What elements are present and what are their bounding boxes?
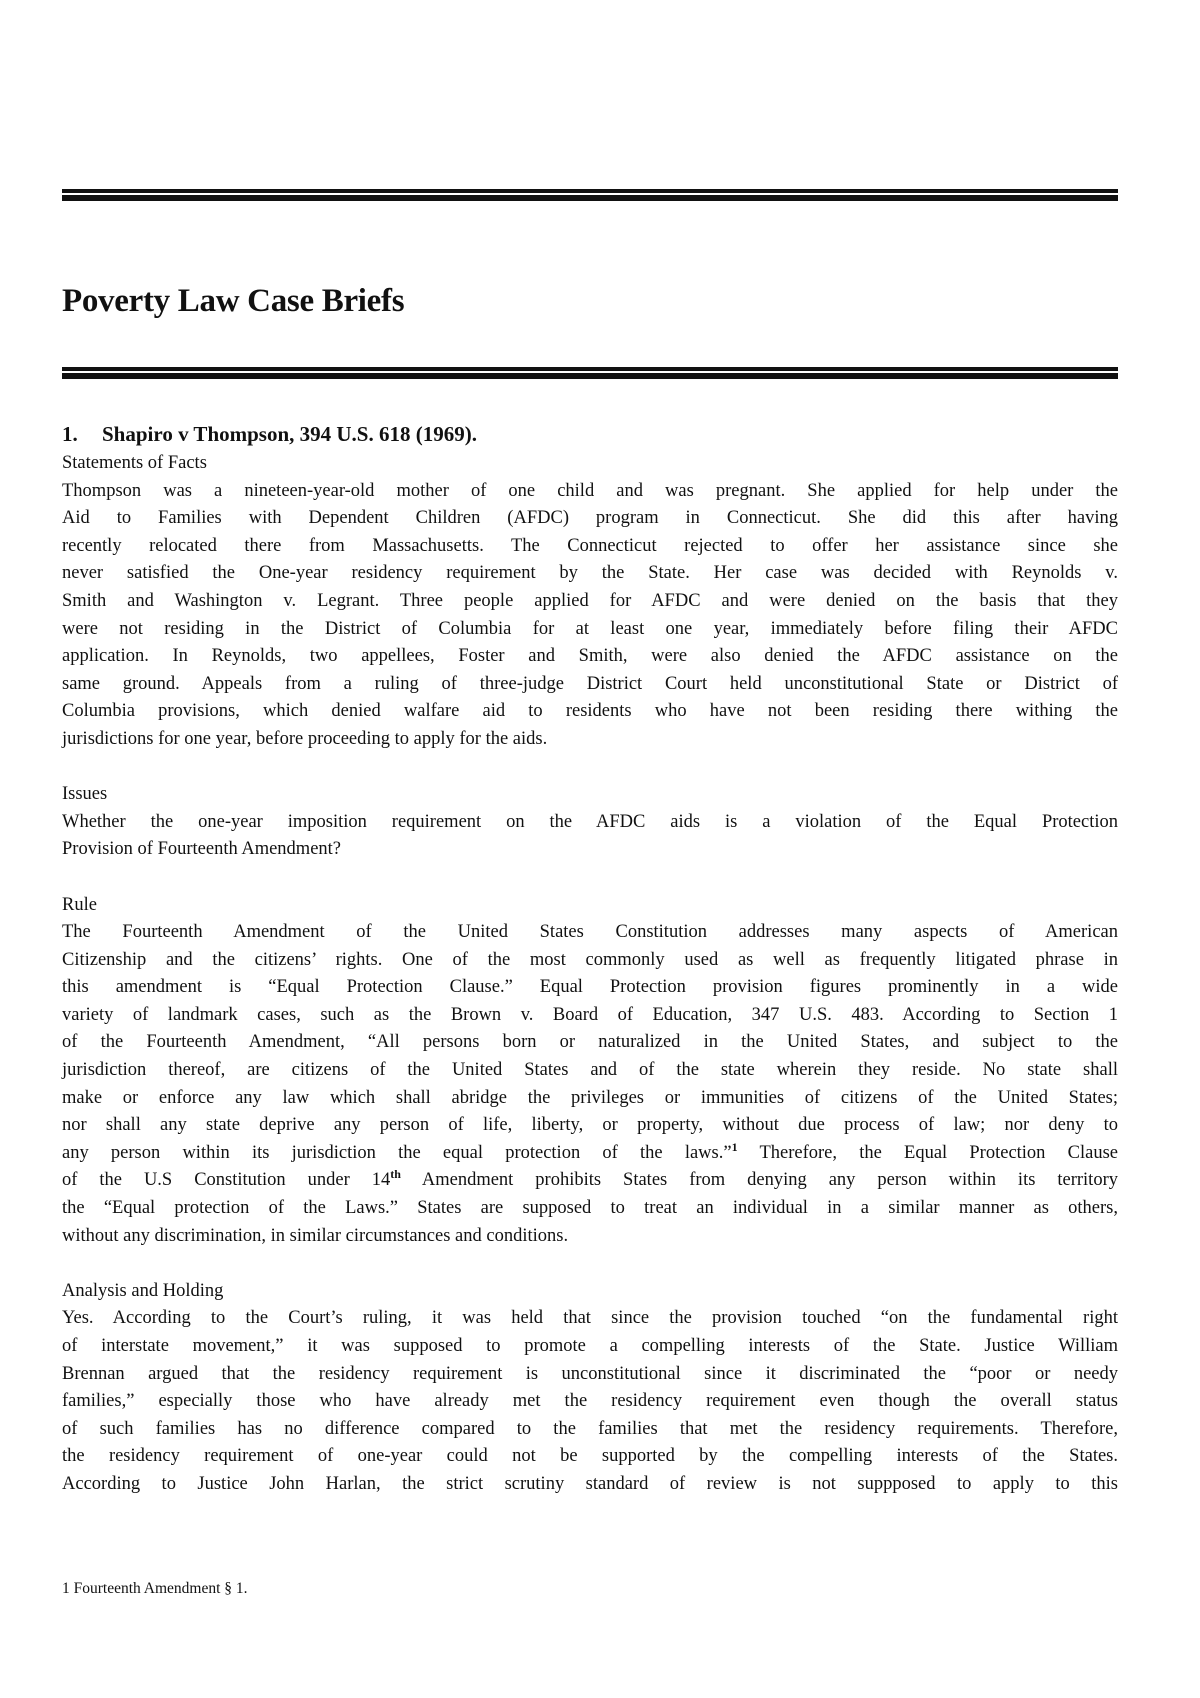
document-body [62,450,1118,1499]
text-line: Aid to Families with Dependent Children (AFDC) program in Connecticut. She did this after having [62,508,1118,529]
section-rule [62,892,1118,1251]
text-segment: any person within its jurisdiction the equal protection of the laws.” [62,1142,732,1163]
section-heading: Issues [62,784,108,805]
footnote-reference: 1 [731,1139,738,1154]
text-line [62,1167,1118,1195]
text-line: of such families has no difference compared to the families that met the residency requirements. Therefore, [62,1418,1118,1439]
text-line: Provision of Fourteenth Amendment? [62,839,342,860]
text-line: Citizenship and the citizens’ rights. One of the most commonly used as well as frequently litigated phrase in [62,949,1118,970]
text-line: never satisfied the One-year residency requirement by the State. Her case was decided with Reynolds v. [62,563,1118,584]
text-line: families,” especially those who have already met the residency requirement even though the overall status [62,1391,1118,1412]
superscript: th [390,1167,401,1182]
section-heading: Rule [62,894,97,915]
text-line: recently relocated there from Massachusetts. The Connecticut rejected to offer her assistance since she [62,535,1118,556]
paragraph-spacer [62,864,1118,892]
paragraph-spacer [62,754,1118,782]
section-heading: Analysis and Holding [62,1280,224,1301]
text-line: make or enforce any law which shall abridge the privileges or immunities of citizens of the United States; [62,1087,1118,1108]
text-line: Yes. According to the Court’s ruling, it was held that since the provision touched “on the fundamental right [62,1308,1118,1329]
document-title: Poverty Law Case Briefs [62,283,405,319]
text-line: Whether the one-year imposition requirement on the AFDC aids is a violation of the Equal Protection [62,811,1118,832]
text-segment: Therefore, the Equal Protection Clause [737,1142,1118,1163]
text-line: the “Equal protection of the Laws.” States are supposed to treat an individual in a similar manner as others, [62,1198,1118,1219]
paragraph-spacer [62,1250,1118,1278]
case-title: Shapiro v Thompson, 394 U.S. 618 (1969). [102,422,477,446]
text-line: the residency requirement of one-year could not be supported by the compelling interests of the States. [62,1446,1118,1467]
text-line: jurisdictions for one year, before proceeding to apply for the aids. [62,728,548,749]
section-statements-of-facts [62,450,1118,754]
text-line: were not residing in the District of Columbia for at least one year, immediately before filing their AFDC [62,618,1118,639]
text-line: of the Fourteenth Amendment, “All persons born or naturalized in the United States, and subject to the [62,1032,1118,1053]
text-line: same ground. Appeals from a ruling of three-judge District Court held unconstitutional State or District of [62,673,1118,694]
text-line: According to Justice John Harlan, the strict scrutiny standard of review is not suppposed to apply to this [62,1473,1118,1494]
text-line: nor shall any state deprive any person of life, liberty, or property, without due process of law; nor deny to [62,1115,1118,1136]
case-number: 1. [62,422,78,446]
text-line: variety of landmark cases, such as the Brown v. Board of Education, 347 U.S. 483. According to Section 1 [62,1004,1118,1025]
text-line: without any discrimination, in similar circumstances and conditions. [62,1225,569,1246]
text-line: Thompson was a nineteen-year-old mother of one child and was pregnant. She applied for help under the [62,480,1118,501]
section-issues [62,781,1118,864]
text-line [62,1140,1118,1168]
section-heading: Statements of Facts [62,453,207,473]
footnote: 1 Fourteenth Amendment § 1. [62,1580,248,1597]
text-line: The Fourteenth Amendment of the United States Constitution addresses many aspects of American [62,922,1118,943]
bottom-double-rule [62,367,1118,379]
text-line: of interstate movement,” it was supposed to promote a compelling interests of the State. Justice William [62,1336,1118,1356]
text-line: Brennan argued that the residency requirement is unconstitutional since it discriminated the “poor or needy [62,1363,1118,1384]
text-segment: of the U.S Constitution under 14 [62,1170,391,1191]
text-segment: Amendment prohibits States from denying any person within its territory [400,1170,1118,1191]
text-line: application. In Reynolds, two appellees, Foster and Smith, were also denied the AFDC assistance on the [62,646,1118,667]
text-line: jurisdiction thereof, are citizens of the United States and of the state wherein they reside. No state shall [62,1060,1118,1081]
text-line: Smith and Washington v. Legrant. Three people applied for AFDC and were denied on the basis that they [62,590,1118,611]
top-double-rule [62,189,1118,201]
text-line: Columbia provisions, which denied walfare aid to residents who have not been residing there withing the [62,701,1118,722]
section-analysis-and-holding [62,1278,1118,1499]
case-heading [62,422,477,447]
text-line: this amendment is “Equal Protection Clause.” Equal Protection provision figures prominently in a wide [62,977,1118,998]
